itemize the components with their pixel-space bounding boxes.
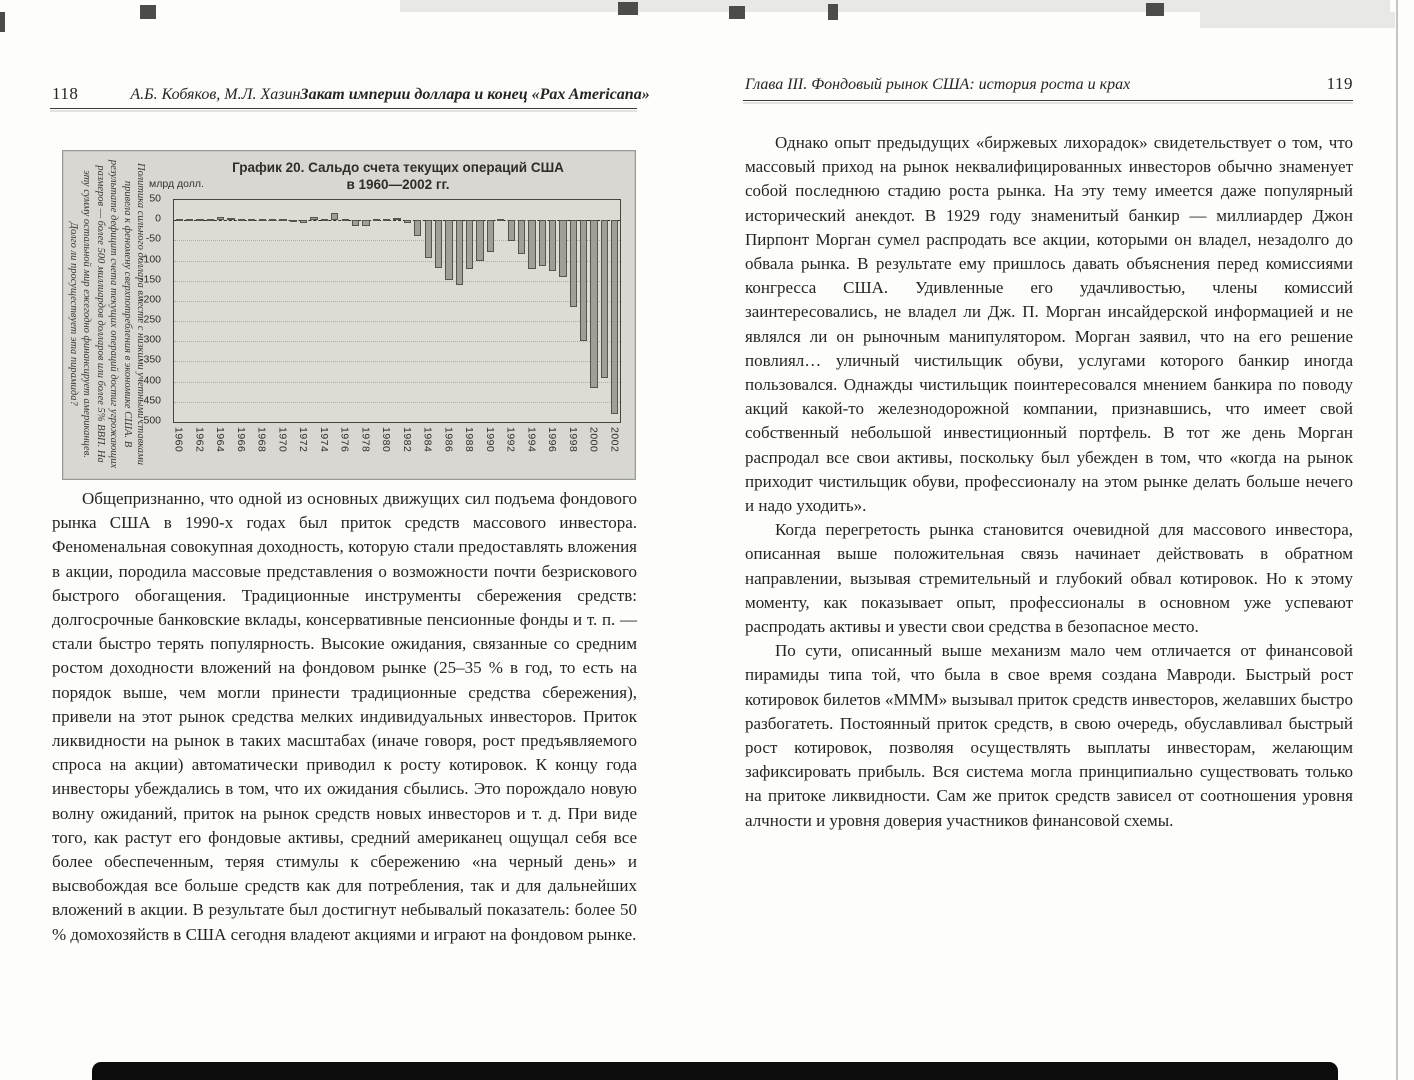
x-tick-label: 1986 xyxy=(442,427,455,453)
bar-1987 xyxy=(456,220,463,285)
x-tick-label: 1964 xyxy=(214,427,227,453)
bar-1998 xyxy=(570,220,577,307)
bar-1995 xyxy=(539,220,546,266)
bar-1961 xyxy=(186,219,193,221)
x-tick-label: 1978 xyxy=(359,427,372,453)
scan-bottom-bar xyxy=(92,1062,1338,1080)
bar-1984 xyxy=(425,220,432,258)
bar-1997 xyxy=(559,220,566,277)
gridline xyxy=(174,382,620,383)
bar-1971 xyxy=(290,220,297,222)
y-tick-label: -350 xyxy=(139,353,161,366)
bar-1993 xyxy=(518,220,525,254)
y-tick-label: -150 xyxy=(139,273,161,286)
x-tick-label: 1998 xyxy=(566,427,579,453)
figure-chart xyxy=(62,150,636,480)
bar-1966 xyxy=(238,219,245,221)
bar-2001 xyxy=(601,220,608,377)
bar-1977 xyxy=(352,220,359,226)
x-tick-label: 1992 xyxy=(504,427,517,453)
bar-1960 xyxy=(176,219,183,221)
x-tick-label: 1982 xyxy=(400,427,413,453)
gridline xyxy=(174,402,620,403)
bar-1976 xyxy=(342,219,349,221)
bar-1983 xyxy=(414,220,421,236)
bar-2002 xyxy=(611,220,618,414)
x-tick-label: 1984 xyxy=(421,427,434,453)
bar-1970 xyxy=(279,219,286,221)
bar-1990 xyxy=(487,220,494,252)
y-tick-label: -450 xyxy=(139,394,161,407)
left-header-rule xyxy=(50,108,637,109)
bar-1973 xyxy=(310,217,317,220)
y-tick-label: -300 xyxy=(139,333,161,346)
chart-plot xyxy=(173,199,621,423)
left-page-body xyxy=(52,487,637,947)
bar-1982 xyxy=(404,220,411,222)
bar-1988 xyxy=(466,220,473,269)
figure-margin-note: Политика сильного доллара вместе с низкими учетными ставками привела к феномену сверхпотребления в экономике США. В результате дефицит счета текущих операций достиг угрожающих размеров — более 500 миллиардов долларов или более 5% ВВП. На эту сумму остальной мир ежегодно финансирует американцев. Долго ли просуществует эта пирамида? xyxy=(67,159,146,469)
scan-artifact xyxy=(0,12,5,32)
paragraph: Однако опыт предыдущих «биржевых лихорадок» свидетельствует о том, что массовый приход на рынок неквалифицированных инвесторов обычно знаменует собой последнюю стадию роста рынка. На эту тему имеется даже популярный исторический анекдот. В 1929 году знаменитый банкир — миллиардер Джон Пирпонт Морган сумел распродать все акции, которыми он владел, незадолго до обвала рынка. В результате ему пришлось давать объяснения перед комиссиями конгресса США. Удивленные его удачливостью, члены комиссий заинтересовались, не владел ли Дж. П. Морган инсайдерской информацией и не являлся ли он рыночным манипулятором. Морган заявил, что на его решение повлиял… уличный чистильщик обуви, услугами которого банкир иногда пользовался. Однажды чистильщик поинтересовался мнением банкира по поводу акций какой-то железнодорожной компании, признавшись, что имеет свой собственный небольшой инвестиционный портфель. В тот же день Морган распродал все свои активы, поскольку был убежден в том, что «когда на рынок приходит чистильщик обуви, профессионалу на этом рынке делать больше нечего и надо уходить». xyxy=(745,133,1353,516)
scan-ghosting xyxy=(400,0,1390,12)
bar-1972 xyxy=(300,220,307,222)
y-tick-label: -400 xyxy=(139,374,161,387)
chart-title-line1: График 20. Сальдо счета текущих операций США xyxy=(232,160,564,175)
chart-title xyxy=(181,159,615,193)
chart-x-ticks xyxy=(173,427,621,475)
bar-2000 xyxy=(590,220,597,388)
right-page-body xyxy=(745,131,1353,833)
bar-1968 xyxy=(259,219,266,221)
y-tick-label: -200 xyxy=(139,293,161,306)
header-authors: А.Б. Кобяков, М.Л. Хазин xyxy=(130,86,301,103)
page-edge-line xyxy=(1396,0,1398,1080)
y-tick-label: -500 xyxy=(139,414,161,427)
left-page-number: 118 xyxy=(52,84,79,103)
bar-1975 xyxy=(331,213,338,220)
gridline xyxy=(174,281,620,282)
bar-1974 xyxy=(321,219,328,221)
x-tick-label: 1994 xyxy=(525,427,538,453)
bar-1965 xyxy=(227,218,234,220)
scan-ghosting xyxy=(1200,12,1395,28)
x-tick-label: 1960 xyxy=(172,427,185,453)
bar-1992 xyxy=(508,220,515,241)
y-tick-label: -50 xyxy=(145,232,161,245)
x-tick-label: 1962 xyxy=(193,427,206,453)
gridline xyxy=(174,341,620,342)
x-tick-label: 1988 xyxy=(463,427,476,453)
x-tick-label: 1990 xyxy=(483,427,496,453)
bar-1969 xyxy=(269,219,276,221)
bar-1981 xyxy=(393,218,400,220)
paragraph: Общепризнанно, что одной из основных движущих сил подъема фондового рынка США в 1990-х годах был приток средств массового инвестора. Феноменальная совокупная доходность, которую стали предоставлять вложения в акции, породила массовые представления о возможности почти безрискового быстрого обогащения. Традиционные инструменты сбережения средств: долгосрочные банковские вклады, консервативные пенсионные фонды и т. п. — стали быстро терять популярность. Высокие ожидания, связанные со средним ростом доходности вложений на фондовом рынке (25–35 % в год, то есть на порядок выше, чем могли принести традиционные средства сбережения), привели на этот рынок средства мелких индивидуальных инвесторов. Приток ликвидности на рынок в таких масштабах (иначе говоря, рост предъявляемого спроса на акции) автоматически приводил к росту котировок. К концу года инвесторы убеждались в том, что их ожидания сбылись. Это порождало новую волну ожиданий, приток на рынок средств новых инвесторов и т. д. При виде того, как растут его фондовые активы, средний американец ощущал себя все более обеспеченным, теряя стимулы к сбережению «на черный день» и высвобождая все больше средств как для потребления, так и для дальнейших вложений в акции. В результате был достигнут небывалый показатель: более 50 % домохозяйств в США сегодня владеют акциями и играют на фондовом рынке. xyxy=(52,489,637,944)
bar-1989 xyxy=(476,220,483,260)
x-tick-label: 1968 xyxy=(255,427,268,453)
x-tick-label: 1970 xyxy=(276,427,289,453)
bar-1978 xyxy=(362,220,369,226)
paragraph: Когда перегретость рынка становится очевидной для массового инвестора, описанная выше положительная связь начинает действовать в обратном направлении, вызывая стремительный и глубокий обвал котировок. Но к этому моменту, как показывает опыт, профессионалы в основном уже успевают распродать активы и увести свои средства в безопасное место. xyxy=(745,520,1353,637)
bar-1967 xyxy=(248,219,255,221)
gridline xyxy=(174,301,620,302)
right-page-header xyxy=(745,74,1353,94)
paragraph: По сути, описанный выше механизм мало чем отличается от финансовой пирамиды типа той, что была в свое время создана Мавроди. Быстрый рост котировок билетов «МММ» вызывал приток средств инвесторов, желавших быстро разбогатеть. Постоянный приток средств, в свою очередь, обуславливал быстрый рост котировок, позволяя осуществлять выплаты инвесторам, желающим зафиксировать прибыль. Вся система могла принципиально существовать только на притоке ликвидности. Сам же приток средств зависел от соотношения уровня алчности и уровня доверия участников финансовой схемы. xyxy=(745,641,1353,830)
x-tick-label: 1974 xyxy=(317,427,330,453)
bar-1994 xyxy=(528,220,535,269)
chart-title-line2: в 1960—2002 гг. xyxy=(346,177,450,192)
bar-1979 xyxy=(373,219,380,221)
bar-1986 xyxy=(445,220,452,279)
x-tick-label: 1976 xyxy=(338,427,351,453)
y-tick-label: 0 xyxy=(155,212,161,225)
chart-unit-label: млрд долл. xyxy=(149,178,204,190)
bar-1962 xyxy=(196,219,203,221)
bar-1991 xyxy=(497,219,504,221)
header-book-title: Закат империи доллара и конец «Pax Americana» xyxy=(300,86,650,103)
x-tick-label: 2000 xyxy=(587,427,600,453)
bar-1980 xyxy=(383,219,390,221)
x-tick-label: 1972 xyxy=(297,427,310,453)
bar-1996 xyxy=(549,220,556,270)
x-tick-label: 1996 xyxy=(546,427,559,453)
gridline xyxy=(174,361,620,362)
header-chapter-title: Глава III. Фондовый рынок США: история роста и крах xyxy=(745,76,1131,93)
right-header-rule xyxy=(743,100,1353,101)
x-tick-label: 2002 xyxy=(608,427,621,453)
y-tick-label: -250 xyxy=(139,313,161,326)
bar-1999 xyxy=(580,220,587,341)
gridline xyxy=(174,321,620,322)
chart-y-ticks xyxy=(121,192,169,427)
right-page-number: 119 xyxy=(1326,74,1353,93)
y-tick-label: -100 xyxy=(139,252,161,265)
x-tick-label: 1966 xyxy=(234,427,247,453)
left-page-header xyxy=(52,84,650,104)
scan-artifact xyxy=(140,5,156,19)
bar-1963 xyxy=(207,219,214,221)
x-tick-label: 1980 xyxy=(380,427,393,453)
bar-1985 xyxy=(435,220,442,268)
y-tick-label: 50 xyxy=(149,192,161,205)
bar-1964 xyxy=(217,217,224,220)
